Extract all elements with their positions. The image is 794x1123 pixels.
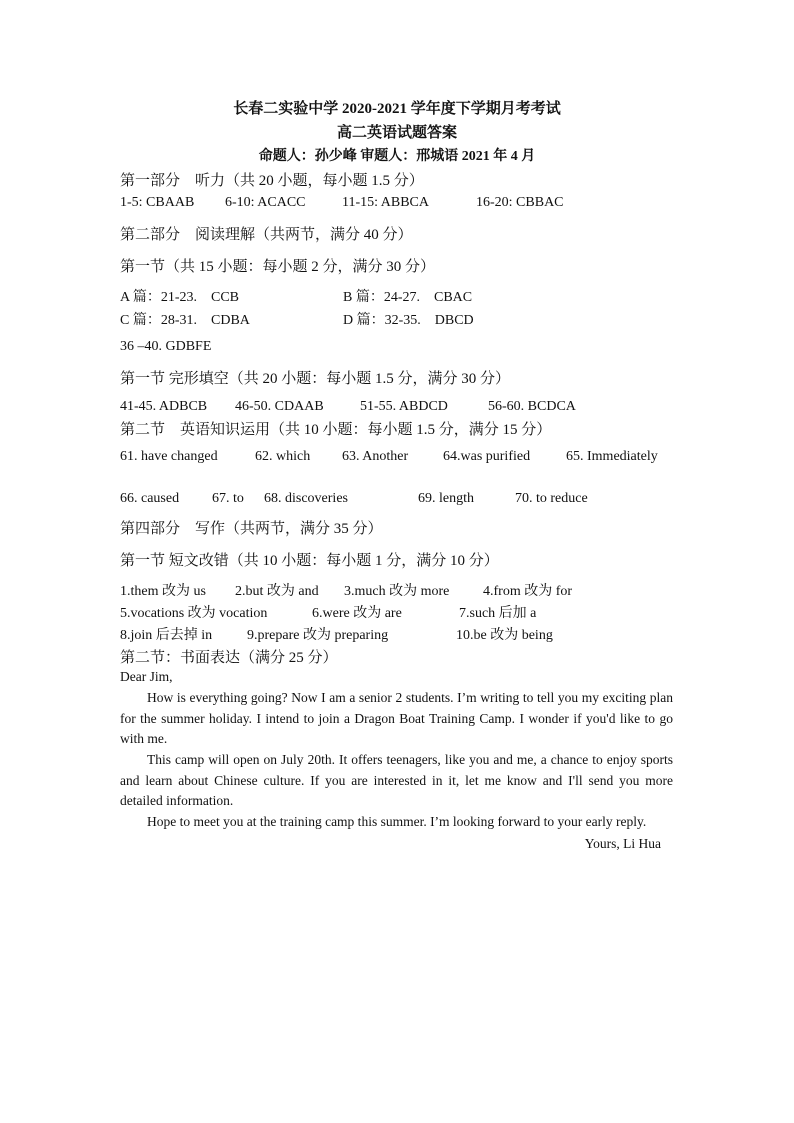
- correction-item: 2.but 改为 and: [235, 584, 319, 599]
- answer-key-subtitle: 高二英语试题答案: [336, 125, 457, 141]
- answer-group: 51-55. ABDCD: [360, 399, 448, 414]
- correction-item: 9.prepare 改为 preparing: [247, 628, 389, 643]
- answer-item: 68. discoveries: [264, 491, 348, 506]
- correction-item: 4.from 改为 for: [483, 584, 573, 599]
- cloze-heading: 第一节 完形填空（共 20 小题：每小题 1.5 分，满分 30 分）: [120, 371, 511, 387]
- corrections-row2: [120, 605, 680, 623]
- correction-item: 6.were 改为 are: [312, 606, 402, 621]
- grammar-answers-row1: [120, 448, 680, 466]
- reading-b-answers: B 篇：24-27. CBAC: [343, 290, 473, 305]
- correction-item: 7.such 后加 a: [459, 606, 537, 621]
- answer-item: 61. have changed: [120, 449, 218, 464]
- part1-heading: 第一部分 听力（共 20 小题，每小题 1.5 分）: [120, 173, 424, 189]
- answer-item: 70. to reduce: [515, 491, 588, 506]
- reading-a-answers: A 篇：21-23. CCB: [120, 290, 240, 305]
- part2-heading: 第二部分 阅读理解（共两节，满分 40 分）: [120, 227, 413, 243]
- answer-group: 16-20: CBBAC: [476, 195, 564, 210]
- correction-item: 10.be 改为 being: [456, 628, 553, 643]
- answer-group: 41-45. ADBCB: [120, 399, 208, 414]
- correction-item: 5.vocations 改为 vocation: [120, 606, 268, 621]
- answer-group: 56-60. BCDCA: [488, 399, 576, 414]
- corrections-row1: [120, 583, 680, 601]
- exam-title: 长春二实验中学 2020-2021 学年度下学期月考考试: [233, 101, 561, 117]
- answer-group: 46-50. CDAAB: [235, 399, 324, 414]
- grammar-answers-row2: [120, 490, 680, 508]
- grammar-heading: 第二节 英语知识运用（共 10 小题：每小题 1.5 分，满分 15 分）: [120, 422, 552, 438]
- letter-paragraph: How is everything going? Now I am a senior 2 students. I’m writing to tell you my exciting plan for the summer holiday. I intend to join a Dragon Boat Training Camp. I wonder if you'd like to go with me.: [120, 690, 673, 746]
- listening-answers: [120, 194, 680, 212]
- answer-item: 63. Another: [342, 449, 409, 464]
- letter-paragraph: Hope to meet you at the training camp this summer. I’m looking forward to your early reply.: [147, 814, 647, 829]
- correction-item: 8.join 后去掉 in: [120, 628, 213, 643]
- author-line: 命题人：孙少峰 审题人：邢城语 2021 年 4 月: [258, 149, 536, 164]
- correction-item: 1.them 改为 us: [120, 584, 206, 599]
- reading-d-answers: D 篇：32-35. DBCD: [343, 313, 474, 328]
- answer-item: 67. to: [212, 491, 244, 506]
- part2-section1-heading: 第一节（共 15 小题：每小题 2 分，满分 30 分）: [120, 259, 436, 275]
- letter-greeting: Dear Jim,: [120, 669, 173, 684]
- letter-signature: Yours, Li Hua: [584, 836, 661, 851]
- correction-item: 3.much 改为 more: [344, 584, 450, 599]
- answer-item: 66. caused: [120, 491, 180, 506]
- answer-item: 65. Immediately: [566, 449, 658, 464]
- writing-heading: 第二节：书面表达（满分 25 分）: [120, 650, 338, 666]
- answer-group: 11-15: ABBCA: [342, 195, 429, 210]
- letter-paragraph: This camp will open on July 20th. It offers teenagers, like you and me, a chance to enjoy sports and learn about Chinese culture. If you are interested in it, let me know and I'll send you more detailed information.: [120, 752, 673, 808]
- reading-c-answers: C 篇：28-31. CDBA: [120, 313, 250, 328]
- answer-item: 69. length: [418, 491, 474, 506]
- cloze-answers: [120, 398, 680, 416]
- corrections-row3: [120, 627, 680, 645]
- answer-item: 62. which: [255, 449, 311, 464]
- answer-group: 6-10: ACACC: [225, 195, 306, 210]
- seven-choose-five-answers: 36 –40. GDBFE: [120, 339, 212, 354]
- error-correction-heading: 第一节 短文改错（共 10 小题：每小题 1 分，满分 10 分）: [120, 553, 499, 569]
- part4-heading: 第四部分 写作（共两节，满分 35 分）: [120, 521, 383, 537]
- answer-item: 64.was purified: [443, 449, 531, 464]
- answer-group: 1-5: CBAAB: [120, 195, 195, 210]
